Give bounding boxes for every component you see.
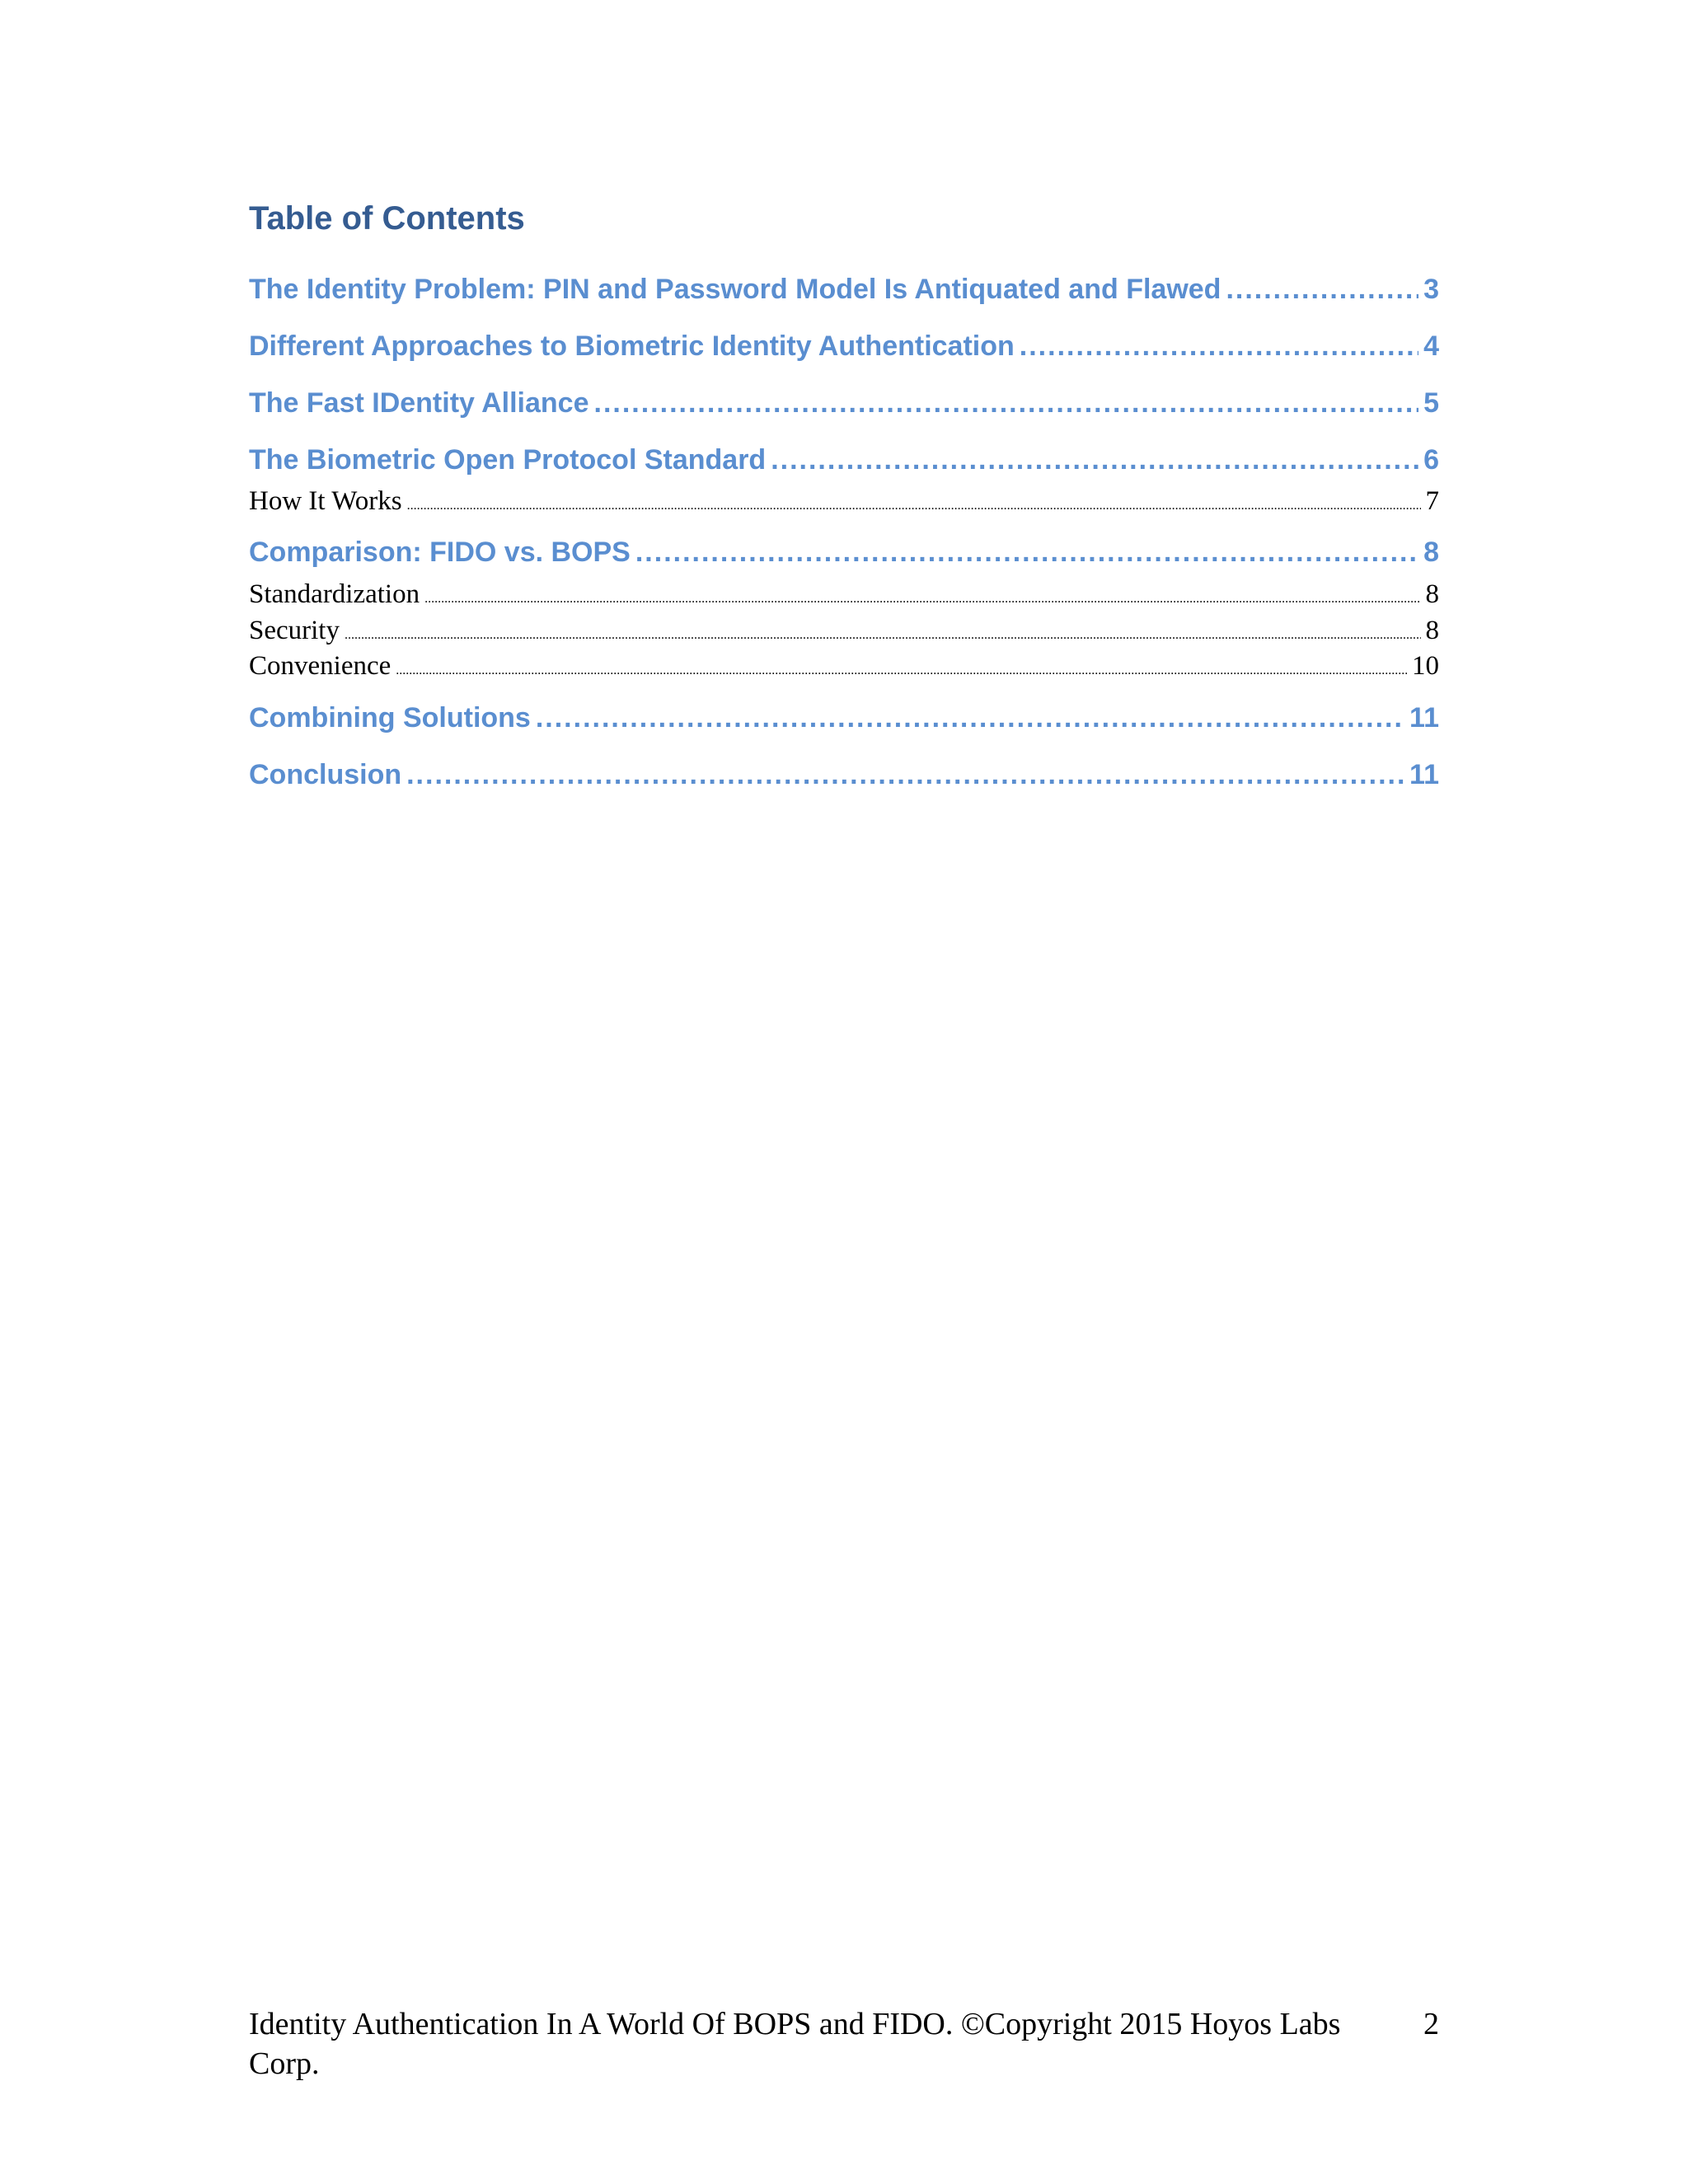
toc-leader-dots (771, 444, 1418, 476)
toc-entry-page[interactable]: 5 (1423, 387, 1439, 419)
toc-leader-dots (407, 486, 1421, 517)
footer-page-number: 2 (1423, 2007, 1439, 2041)
toc-title: Table of Contents (249, 200, 525, 237)
toc-entry-label[interactable]: Standardization (249, 579, 420, 609)
toc-subentry[interactable] (249, 486, 1439, 519)
toc-entry-page[interactable]: 8 (1425, 579, 1439, 609)
toc-entry[interactable] (249, 444, 1439, 484)
toc-entry-page[interactable]: 3 (1423, 274, 1439, 305)
toc-entry-label[interactable]: The Fast IDentity Alliance (249, 387, 589, 419)
toc-entry-label[interactable]: How It Works (249, 486, 402, 516)
toc-entry-label[interactable]: Different Approaches to Biometric Identity Authentication (249, 330, 1015, 362)
toc-entry-page[interactable]: 11 (1409, 702, 1439, 733)
toc-entry-page[interactable]: 4 (1423, 330, 1439, 362)
toc-entry[interactable] (249, 759, 1439, 799)
toc-entry-label[interactable]: Security (249, 616, 340, 645)
toc-leader-dots (396, 651, 1407, 682)
toc-entry-label[interactable]: Conclusion (249, 759, 402, 790)
toc-entry-page[interactable]: 7 (1425, 486, 1439, 516)
toc-leader-dots (406, 759, 1404, 791)
toc-entry[interactable] (249, 330, 1439, 370)
toc-entry-label[interactable]: Combining Solutions (249, 702, 531, 733)
toc-leader-dots (345, 616, 1421, 646)
toc-leader-dots (1226, 274, 1418, 306)
toc-leader-dots (594, 387, 1419, 419)
toc-entry-page[interactable]: 10 (1412, 651, 1439, 681)
toc-leader-dots (1020, 330, 1418, 363)
toc-entry-label[interactable]: The Identity Problem: PIN and Password Model Is Antiquated and Flawed (249, 274, 1221, 305)
toc-entry-label[interactable]: Convenience (249, 651, 392, 681)
footer-copyright: Identity Authentication In A World Of BOPS and FIDO. ©Copyright 2015 Hoyos Labs Corp. (249, 2007, 1341, 2081)
toc-leader-dots (424, 579, 1420, 610)
toc-entry-page[interactable]: 11 (1409, 759, 1439, 790)
toc-leader-dots (635, 537, 1418, 569)
toc-entry[interactable] (249, 702, 1439, 742)
toc-entry-label[interactable]: Comparison: FIDO vs. BOPS (249, 537, 631, 568)
toc-entry[interactable] (249, 387, 1439, 427)
toc-subentry[interactable] (249, 651, 1439, 684)
toc-entry[interactable] (249, 274, 1439, 313)
toc-entry-page[interactable]: 8 (1423, 537, 1439, 568)
toc-entry[interactable] (249, 537, 1439, 576)
toc-subentry[interactable] (249, 579, 1439, 612)
toc-leader-dots (536, 702, 1404, 734)
toc-entry-page[interactable]: 8 (1425, 616, 1439, 645)
toc-entry-label[interactable]: The Biometric Open Protocol Standard (249, 444, 767, 476)
toc-subentry[interactable] (249, 616, 1439, 649)
toc-entry-page[interactable]: 6 (1423, 444, 1439, 476)
